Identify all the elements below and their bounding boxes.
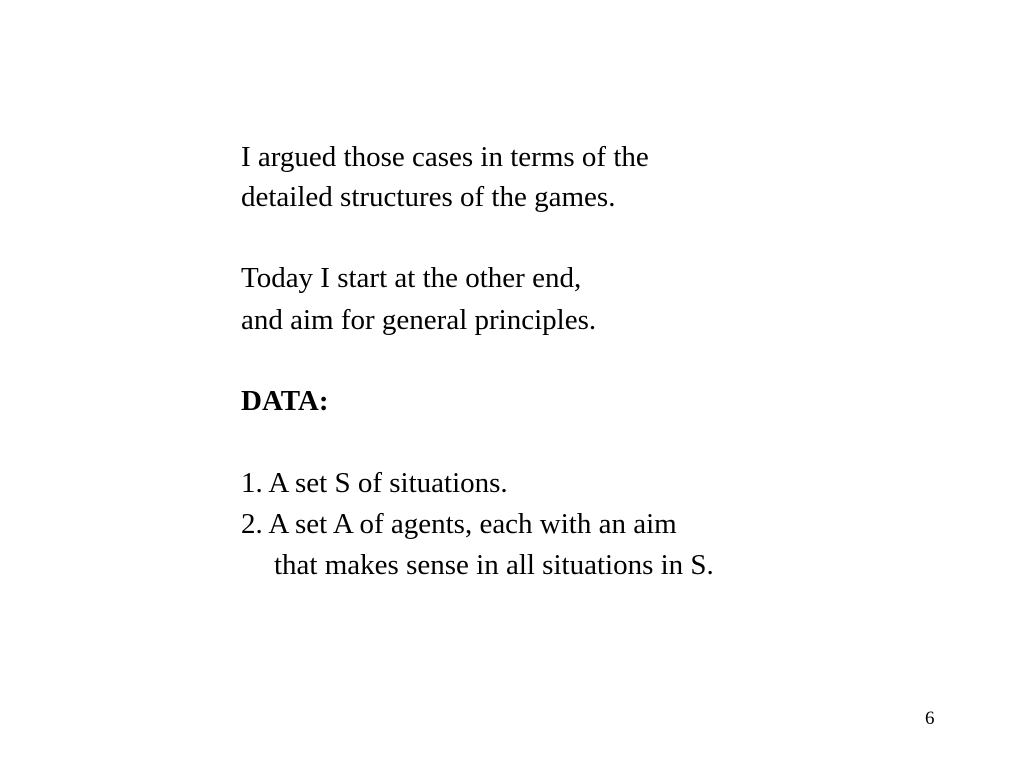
paragraph-2-line-2: and aim for general principles.	[241, 304, 597, 336]
page-number: 6	[925, 708, 935, 729]
list-item-2-line-2: that makes sense in all situations in S.	[274, 549, 714, 581]
paragraph-2-line-1: Today I start at the other end,	[241, 262, 582, 294]
list-item-1: 1. A set S of situations.	[241, 467, 508, 499]
data-heading: DATA:	[241, 385, 329, 417]
paragraph-1-line-1: I argued those cases in terms of the	[241, 141, 649, 173]
list-item-2-line-1: 2. A set A of agents, each with an aim	[241, 508, 677, 540]
paragraph-1-line-2: detailed structures of the games.	[241, 181, 616, 213]
